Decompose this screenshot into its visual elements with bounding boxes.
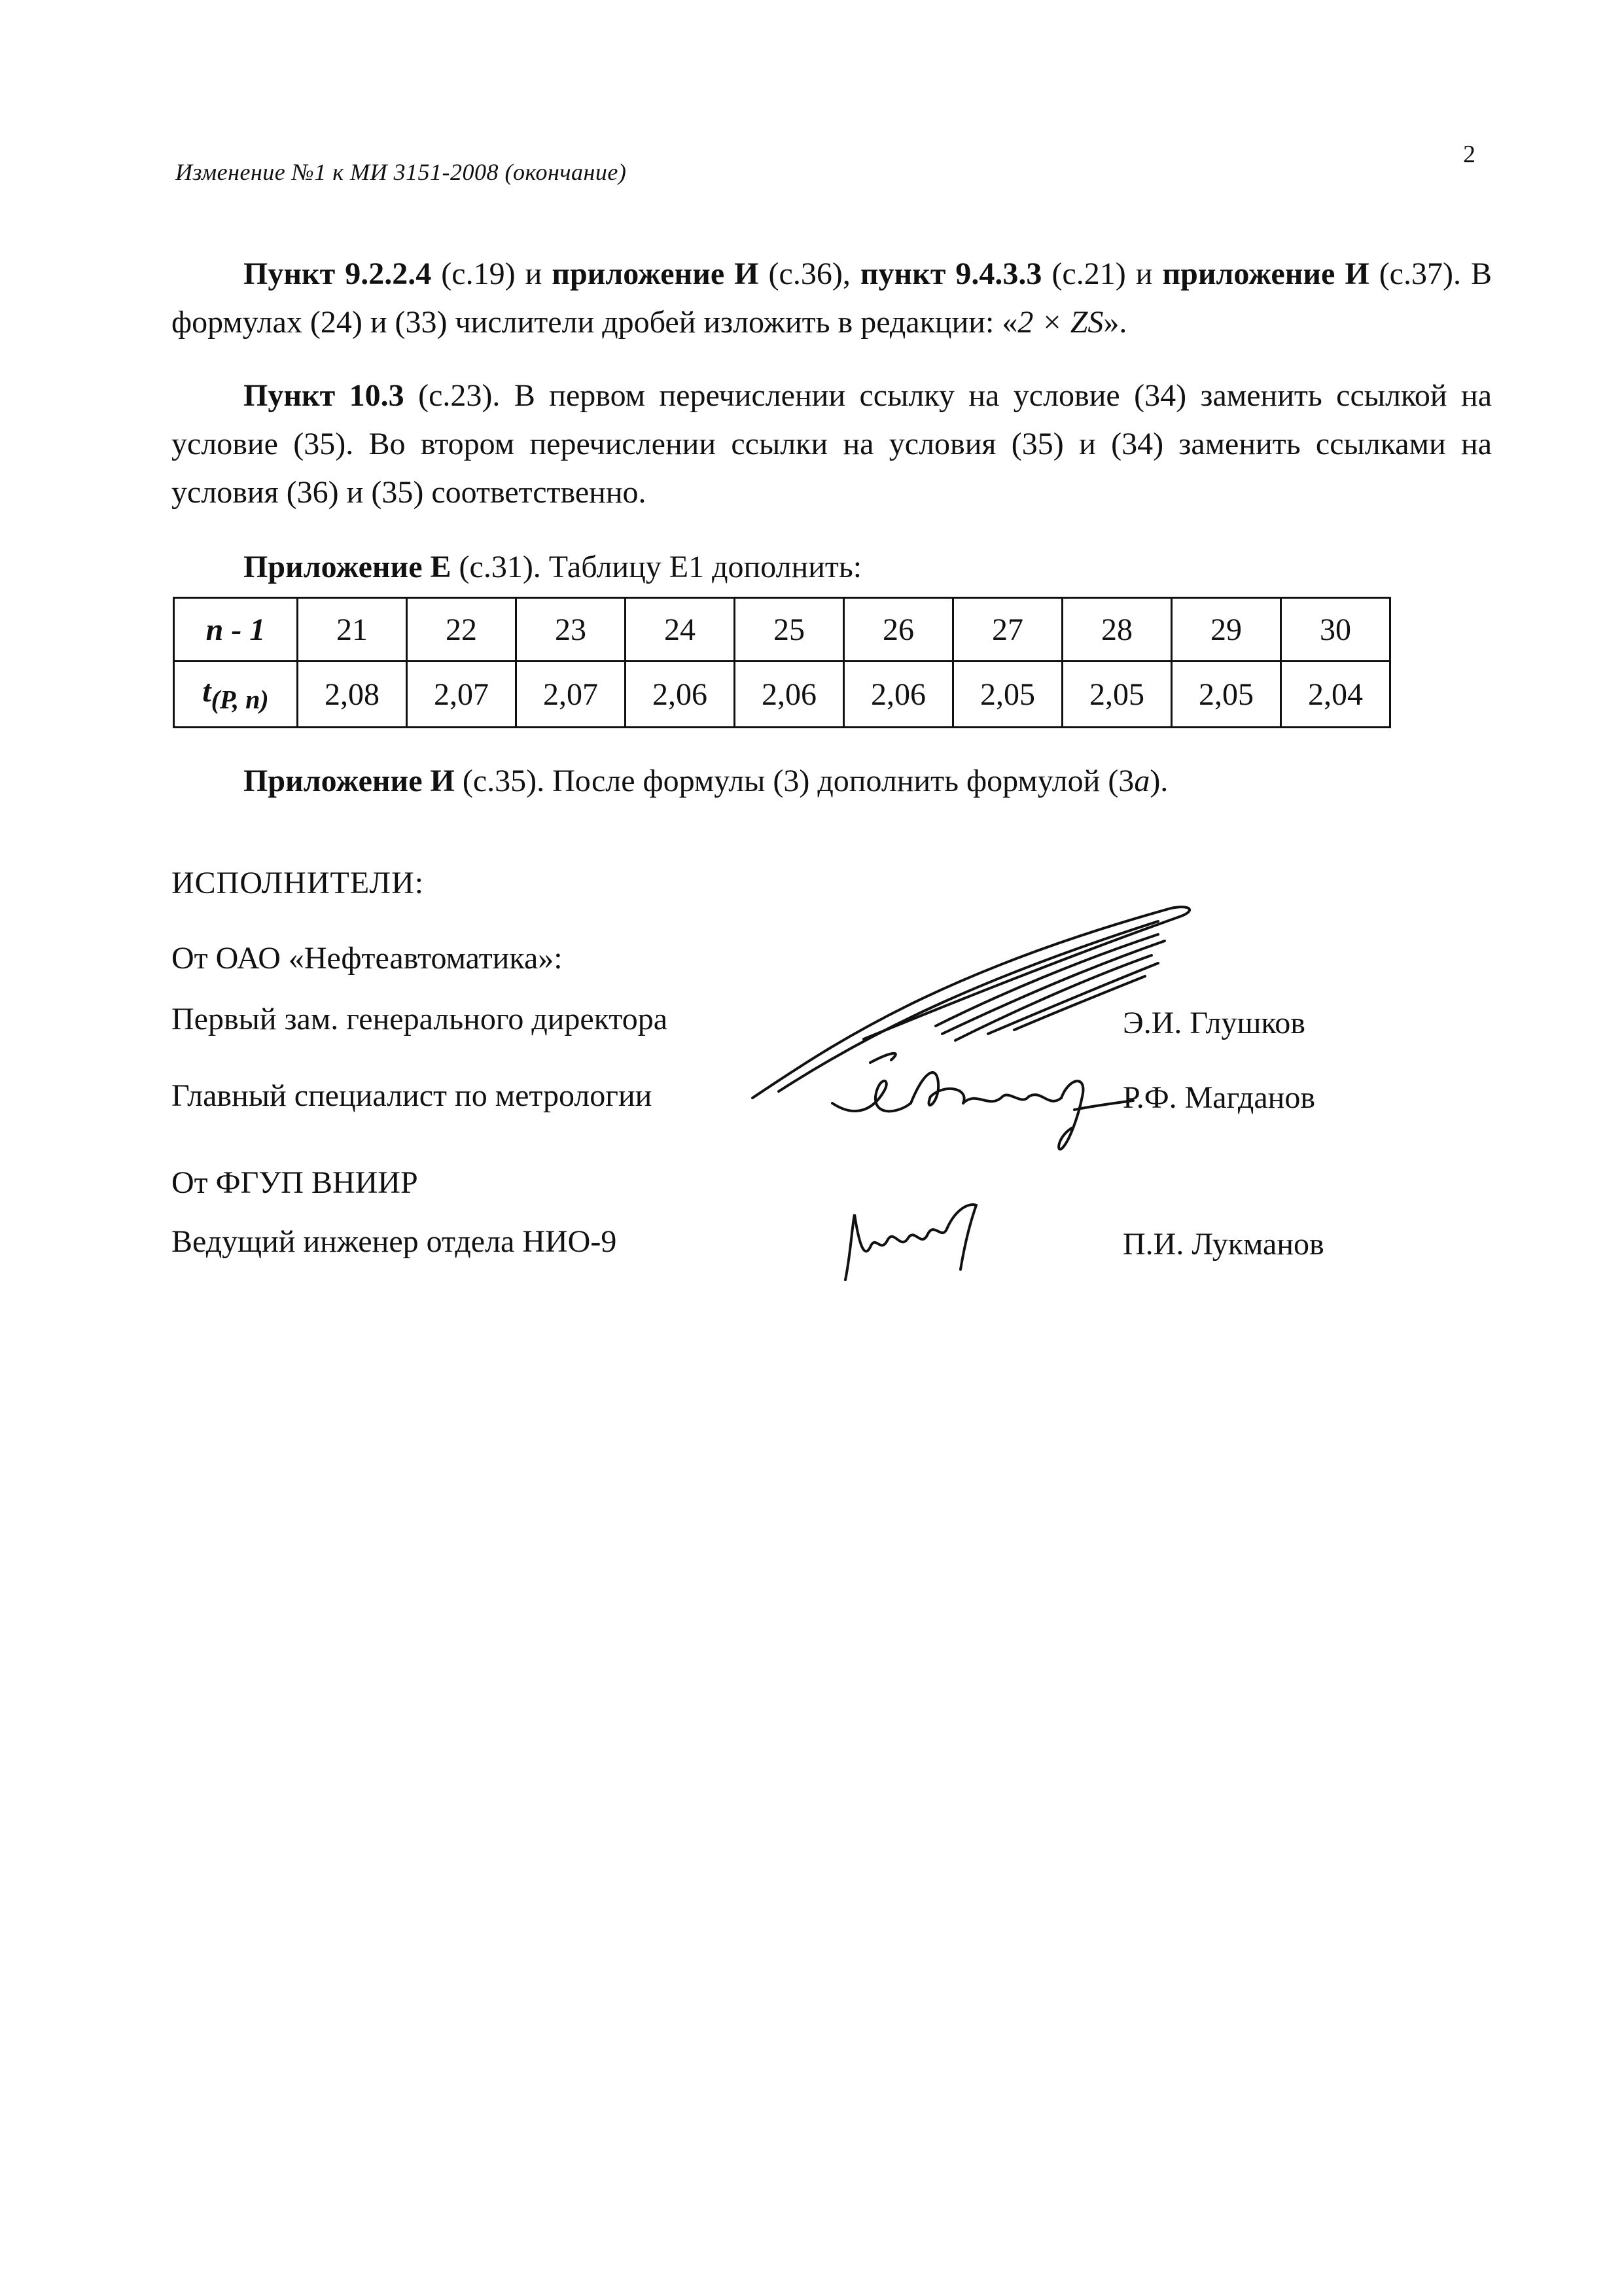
table-cell-t: 2,07	[407, 662, 516, 728]
executor-position-2: Главный специалист по метрологии	[171, 1078, 652, 1113]
table-cell-t: 2,06	[626, 662, 735, 728]
running-head: Изменение №1 к МИ 3151-2008 (окончание)	[175, 159, 627, 185]
table-cell-t: 2,05	[953, 662, 1063, 728]
executor-org-vniir: От ФГУП ВНИИР	[171, 1165, 418, 1200]
text-run: (с.37). В формулах (24) и (33) числители дробей изложить в редакции: «	[171, 256, 1492, 340]
text-run: (с.31). Таблицу Е1 дополнить:	[451, 550, 862, 584]
formula-3a-letter: а	[1134, 764, 1150, 798]
table-cell-n: 22	[407, 598, 516, 662]
t-symbol: t	[202, 674, 211, 709]
table-row-n	[174, 598, 1390, 662]
signature-lukmanov	[832, 1201, 989, 1286]
table-cell-n: 27	[953, 598, 1063, 662]
table-cell-t: 2,06	[844, 662, 953, 728]
table-cell-n: 25	[735, 598, 844, 662]
table-cell-n: 26	[844, 598, 953, 662]
text-run: (с.21) и	[1042, 256, 1163, 291]
signature-magdanov	[826, 1051, 1140, 1156]
t-subscript: (P, n)	[211, 684, 269, 715]
table-header-t	[174, 662, 298, 728]
table-cell-t: 2,05	[1063, 662, 1172, 728]
table-cell-n: 23	[516, 598, 626, 662]
table-cell-n: 29	[1172, 598, 1281, 662]
formula-2xzs: 2 × ZS	[1017, 305, 1104, 340]
table-row-t	[174, 662, 1390, 728]
table-cell-t: 2,05	[1172, 662, 1281, 728]
executor-position-1: Первый зам. генерального директора	[171, 1002, 668, 1036]
bold-ref: Пункт 10.3	[243, 378, 404, 413]
paragraph-amendment-formula-3a	[171, 757, 1492, 805]
bold-ref: приложение И	[552, 256, 759, 291]
bold-ref: Приложение И	[243, 764, 455, 798]
executor-name-1: Э.И. Глушков	[1123, 1006, 1305, 1040]
page-number: 2	[1463, 141, 1475, 168]
bold-ref: приложение И	[1162, 256, 1369, 291]
table-cell-n: 30	[1281, 598, 1390, 662]
text-run: (с.35). После формулы (3) дополнить формулой (3	[454, 764, 1135, 798]
bold-ref: Приложение Е	[243, 550, 451, 584]
text-run: (с.19) и	[431, 256, 552, 291]
table-cell-t: 2,06	[735, 662, 844, 728]
table-cell-t: 2,08	[298, 662, 407, 728]
table-e1	[173, 597, 1391, 728]
paragraph-amendment-formulas	[171, 250, 1492, 347]
text-run: (с.36),	[758, 256, 860, 291]
bold-ref: Пункт 9.2.2.4	[243, 256, 432, 291]
text-run: ».	[1103, 305, 1127, 340]
table-cell-n: 28	[1063, 598, 1172, 662]
signature-magdanov-drawing	[826, 1051, 1140, 1156]
text-run: (с.23). В первом перечислении ссылку на условие (34) заменить ссылкой на условие (35). Во втором перечислении ссылки на условия (35) и (34) заменить ссылками на условия (36) и (35) соответственно.	[171, 378, 1492, 510]
table-cell-t: 2,04	[1281, 662, 1390, 728]
paragraph-amendment-conditions	[171, 372, 1492, 517]
table-cell-n: 21	[298, 598, 407, 662]
table-e1-grid	[173, 597, 1391, 728]
text-run: ).	[1150, 764, 1169, 798]
paragraph-amendment-table	[171, 543, 1492, 592]
executor-org-neftavtomatika: От ОАО «Нефтеавтоматика»:	[171, 941, 563, 976]
table-cell-t: 2,07	[516, 662, 626, 728]
table-header-n: n - 1	[174, 598, 298, 662]
executor-position-3: Ведущий инженер отдела НИО-9	[171, 1224, 617, 1259]
signature-lukmanov-drawing	[832, 1201, 989, 1286]
table-cell-n: 24	[626, 598, 735, 662]
executor-name-3: П.И. Лукманов	[1123, 1227, 1324, 1262]
executors-title: ИСПОЛНИТЕЛИ:	[171, 866, 425, 900]
bold-ref: пункт 9.4.3.3	[860, 256, 1042, 291]
executor-name-2: Р.Ф. Магданов	[1123, 1080, 1315, 1115]
